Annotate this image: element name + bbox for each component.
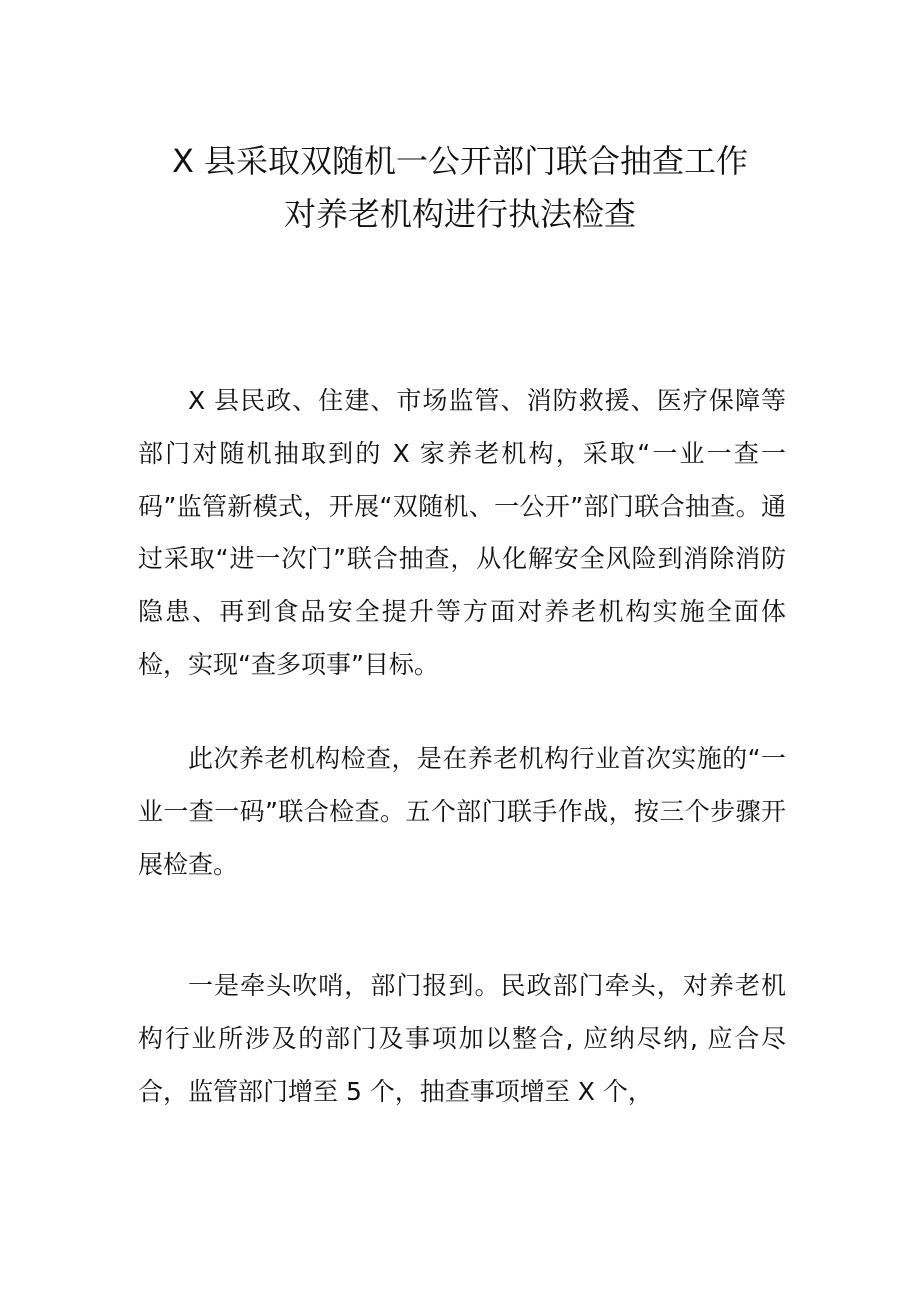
document-title-line-1: X 县采取双随机一公开部门联合抽查工作 [171,142,749,180]
body-paragraph-3: 一是牵头吹哨，部门报到。民政部门牵头，对养老机构行业所涉及的部门及事项加以整合, 应纳尽纳, 应合尽合，监管部门增至 5 个，抽查事项增至 X 个， [138,971,786,1106]
body-paragraph-2: 此次养老机构检查，是在养老机构行业首次实施的“一业一查一码”联合检查。五个部门联手作战，按三个步骤开展检查。 [138,744,786,879]
document-title-line-2: 对养老机构进行执法检查 [283,195,636,233]
body-paragraph-1: X 县民政、住建、市场监管、消防救援、医疗保障等部门对随机抽取到的 X 家养老机构，采取“一业一查一码”监管新模式，开展“双随机、一公开”部门联合抽查。通过采取“进一次门”联合抽查，从化解安全风险到消除消防隐患、再到食品安全提升等方面对养老机构实施全面体检，实现“查多项事”目标。 [138,386,786,679]
